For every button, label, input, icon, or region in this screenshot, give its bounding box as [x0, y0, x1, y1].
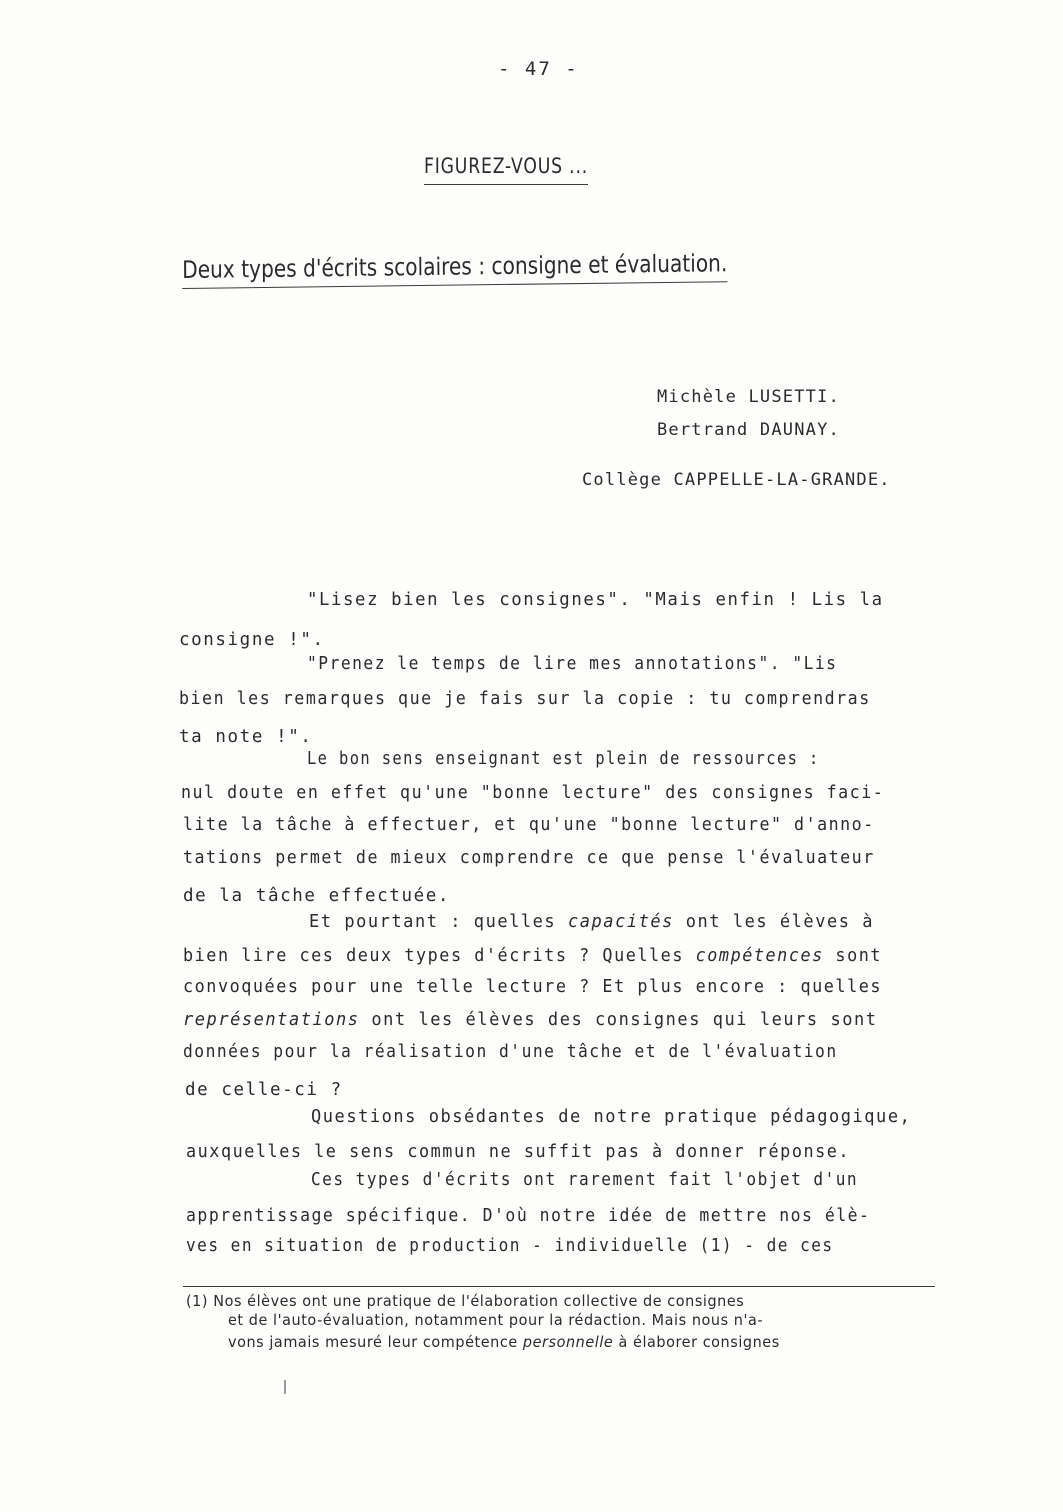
- body-line: Le bon sens enseignant est plein de ressources :: [307, 749, 820, 769]
- body-line: bien les remarques que je fais sur la copie : tu comprendras: [179, 689, 871, 709]
- emphasis-text: personnelle: [522, 1333, 614, 1351]
- body-text: sont: [823, 946, 883, 966]
- author-name: Michèle LUSETTI.: [657, 387, 840, 407]
- footnote-line: et de l'auto-évaluation, notamment pour la rédaction. Mais nous n'a-: [228, 1311, 764, 1329]
- body-line: [183, 1010, 878, 1030]
- body-text: ont les élèves des consignes qui leurs sont: [359, 1010, 878, 1030]
- article-title: Deux types d'écrits scolaires : consigne et évaluation.: [182, 249, 727, 289]
- scan-mark: [284, 1380, 286, 1394]
- body-line: tations permet de mieux comprendre ce que pense l'évaluateur: [183, 848, 875, 868]
- body-line: [183, 946, 882, 966]
- body-line: "Prenez le temps de lire mes annotations". "Lis: [307, 654, 838, 674]
- body-line: consigne !".: [179, 630, 325, 650]
- emphasis-text: représentations: [183, 1010, 360, 1030]
- body-text: Et pourtant : quelles: [309, 912, 568, 932]
- page-number: - 47 -: [498, 58, 579, 80]
- body-line: de celle-ci ?: [185, 1080, 343, 1100]
- body-line: convoquées pour une telle lecture ? Et plus encore : quelles: [183, 977, 883, 997]
- body-text: bien lire ces deux types d'écrits ? Quelles: [183, 946, 696, 966]
- footnote-text: à élaborer consignes: [613, 1333, 780, 1351]
- body-line: de la tâche effectuée.: [183, 886, 450, 906]
- footnote-line: (1) Nos élèves ont une pratique de l'élaboration collective de consignes: [186, 1292, 745, 1310]
- body-line: nul doute en effet qu'une "bonne lecture" des consignes faci-: [181, 783, 885, 803]
- footnote-line: [228, 1333, 780, 1351]
- author-name: Bertrand DAUNAY.: [657, 420, 840, 440]
- body-line: apprentissage spécifique. D'où notre idée de mettre nos élè-: [186, 1206, 871, 1226]
- school-name: Collège CAPPELLE-LA-GRANDE.: [582, 470, 891, 490]
- footnote-text: vons jamais mesuré leur compétence: [228, 1333, 523, 1351]
- body-line: ta note !".: [179, 727, 313, 747]
- body-line: [309, 912, 874, 932]
- body-line: auxquelles le sens commun ne suffit pas à donner réponse.: [186, 1142, 851, 1162]
- body-line: "Lisez bien les consignes". "Mais enfin ! Lis la: [307, 590, 884, 610]
- body-text: ont les élèves à: [673, 912, 875, 932]
- body-line: ves en situation de production - individuelle (1) - de ces: [186, 1236, 834, 1256]
- emphasis-text: compétences: [695, 946, 824, 966]
- body-line: données pour la réalisation d'une tâche et de l'évaluation: [183, 1042, 838, 1062]
- body-line: Ces types d'écrits ont rarement fait l'objet d'un: [311, 1170, 859, 1190]
- section-title: FIGUREZ-VOUS ...: [424, 154, 588, 185]
- emphasis-text: capacités: [567, 912, 674, 932]
- footnote-divider: [183, 1286, 935, 1287]
- body-line: Questions obsédantes de notre pratique pédagogique,: [311, 1107, 912, 1127]
- body-line: lite la tâche à effectuer, et qu'une "bonne lecture" d'anno-: [183, 815, 875, 835]
